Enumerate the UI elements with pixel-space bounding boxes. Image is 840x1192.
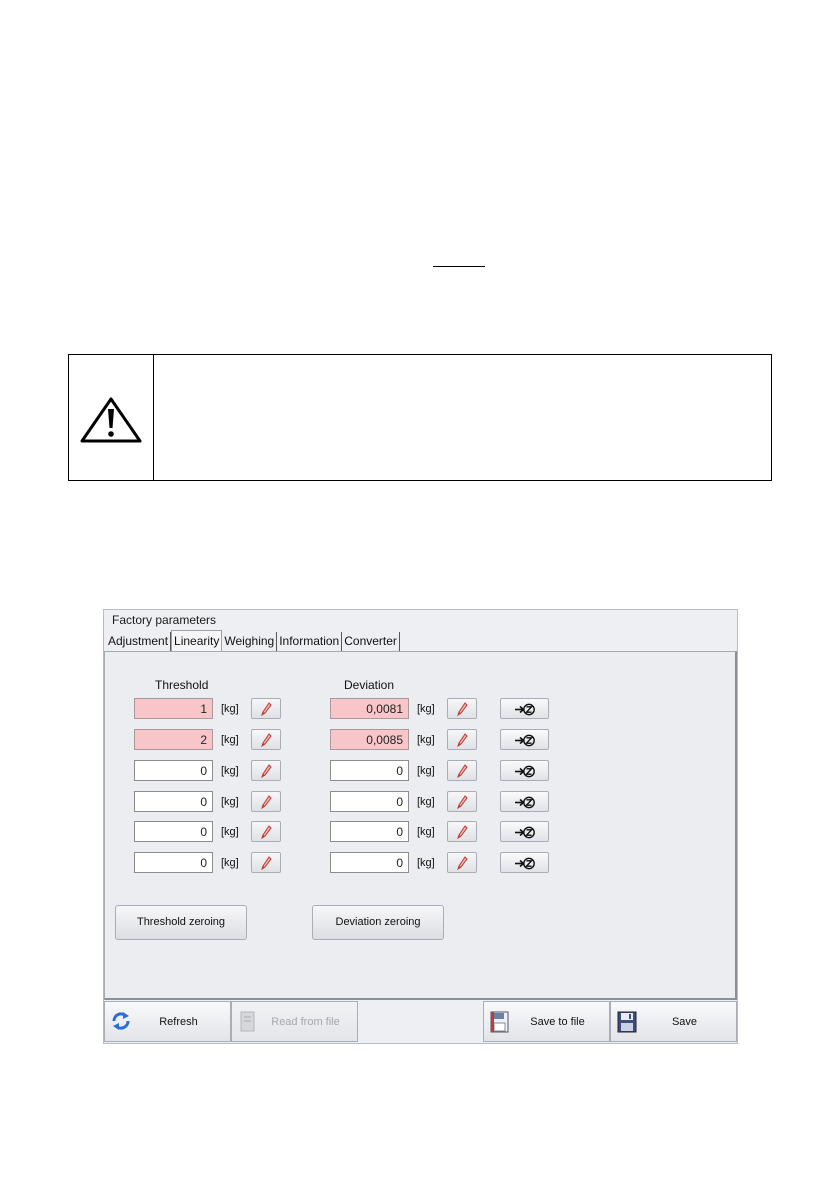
arrow-zero-icon: [514, 826, 538, 839]
save-button[interactable]: [610, 1001, 737, 1042]
warning-triangle-icon: [78, 395, 144, 445]
arrow-zero-icon: [514, 857, 538, 870]
deviation-zeroing-button[interactable]: Deviation zeroing: [312, 905, 444, 940]
deviation-pick-button[interactable]: [447, 852, 477, 873]
threshold-input[interactable]: 0: [134, 760, 213, 781]
pick-value-icon: [456, 856, 468, 870]
tab-adjustment[interactable]: Adjustment: [106, 632, 171, 652]
threshold-unit: [kg]: [221, 826, 239, 838]
zero-row-button[interactable]: [500, 760, 549, 781]
deviation-input[interactable]: 0,0081: [330, 698, 409, 719]
read-from-file-label: Read from file: [271, 1016, 340, 1028]
zero-row-button[interactable]: [500, 698, 549, 719]
threshold-zeroing-button[interactable]: Threshold zeroing: [115, 905, 247, 940]
threshold-pick-button[interactable]: [251, 698, 281, 719]
tab-information[interactable]: Information: [277, 632, 342, 652]
refresh-label: Refresh: [159, 1016, 198, 1028]
threshold-input[interactable]: 0: [134, 791, 213, 812]
deviation-pick-button[interactable]: [447, 821, 477, 842]
tab-converter[interactable]: Converter: [342, 632, 400, 652]
threshold-pick-button[interactable]: [251, 791, 281, 812]
warning-box: [68, 354, 772, 481]
save-label: Save: [671, 1016, 698, 1028]
deviation-input[interactable]: 0: [330, 791, 409, 812]
threshold-unit: [kg]: [221, 765, 239, 777]
deviation-header: Deviation: [344, 678, 395, 692]
deviation-unit: [kg]: [417, 734, 435, 746]
threshold-input[interactable]: 1: [134, 698, 213, 719]
pick-value-icon: [260, 764, 272, 778]
threshold-input[interactable]: 0: [134, 852, 213, 873]
deviation-unit: [kg]: [417, 796, 435, 808]
pick-value-icon: [456, 702, 468, 716]
threshold-pick-button[interactable]: [251, 852, 281, 873]
threshold-pick-button[interactable]: [251, 729, 281, 750]
tab-weighing[interactable]: Weighing: [222, 632, 277, 652]
threshold-pick-button[interactable]: [251, 821, 281, 842]
deviation-unit: [kg]: [417, 703, 435, 715]
threshold-pick-button[interactable]: [251, 760, 281, 781]
pick-value-icon: [260, 702, 272, 716]
arrow-zero-icon: [514, 796, 538, 809]
pick-value-icon: [456, 733, 468, 747]
threshold-header: Threshold: [155, 678, 209, 692]
refresh-button[interactable]: [104, 1001, 231, 1042]
deviation-pick-button[interactable]: [447, 791, 477, 812]
zero-row-button[interactable]: [500, 852, 549, 873]
pick-value-icon: [260, 825, 272, 839]
pick-value-icon: [456, 764, 468, 778]
tab-bar: [106, 632, 400, 652]
arrow-zero-icon: [514, 765, 538, 778]
bottom-toolbar: [104, 1001, 737, 1043]
warning-icon-cell: [69, 355, 154, 480]
pick-value-icon: [456, 825, 468, 839]
deviation-input[interactable]: 0: [330, 760, 409, 781]
deviation-unit: [kg]: [417, 857, 435, 869]
deviation-pick-button[interactable]: [447, 729, 477, 750]
read-from-file-button[interactable]: [231, 1001, 358, 1042]
arrow-zero-icon: [514, 703, 538, 716]
deviation-input[interactable]: 0,0085: [330, 729, 409, 750]
pick-value-icon: [260, 856, 272, 870]
deviation-pick-button[interactable]: [447, 698, 477, 719]
deviation-input[interactable]: 0: [330, 821, 409, 842]
tab-linearity[interactable]: Linearity: [171, 630, 222, 651]
window-title: Factory parameters: [112, 613, 217, 627]
zero-row-button[interactable]: [500, 821, 549, 842]
deviation-pick-button[interactable]: [447, 760, 477, 781]
threshold-input[interactable]: 0: [134, 821, 213, 842]
factory-parameters-window: [103, 609, 738, 1044]
pick-value-icon: [456, 795, 468, 809]
save-to-file-label: Save to file: [530, 1016, 585, 1028]
deviation-input[interactable]: 0: [330, 852, 409, 873]
threshold-unit: [kg]: [221, 796, 239, 808]
arrow-zero-icon: [514, 734, 538, 747]
save-to-file-button[interactable]: [483, 1001, 610, 1042]
zero-row-button[interactable]: [500, 791, 549, 812]
deviation-unit: [kg]: [417, 765, 435, 777]
threshold-unit: [kg]: [221, 703, 239, 715]
zero-row-button[interactable]: [500, 729, 549, 750]
underline-mark: [433, 266, 485, 267]
threshold-unit: [kg]: [221, 857, 239, 869]
deviation-unit: [kg]: [417, 826, 435, 838]
pick-value-icon: [260, 795, 272, 809]
threshold-input[interactable]: 2: [134, 729, 213, 750]
linearity-panel: [104, 651, 737, 1000]
threshold-unit: [kg]: [221, 734, 239, 746]
pick-value-icon: [260, 733, 272, 747]
